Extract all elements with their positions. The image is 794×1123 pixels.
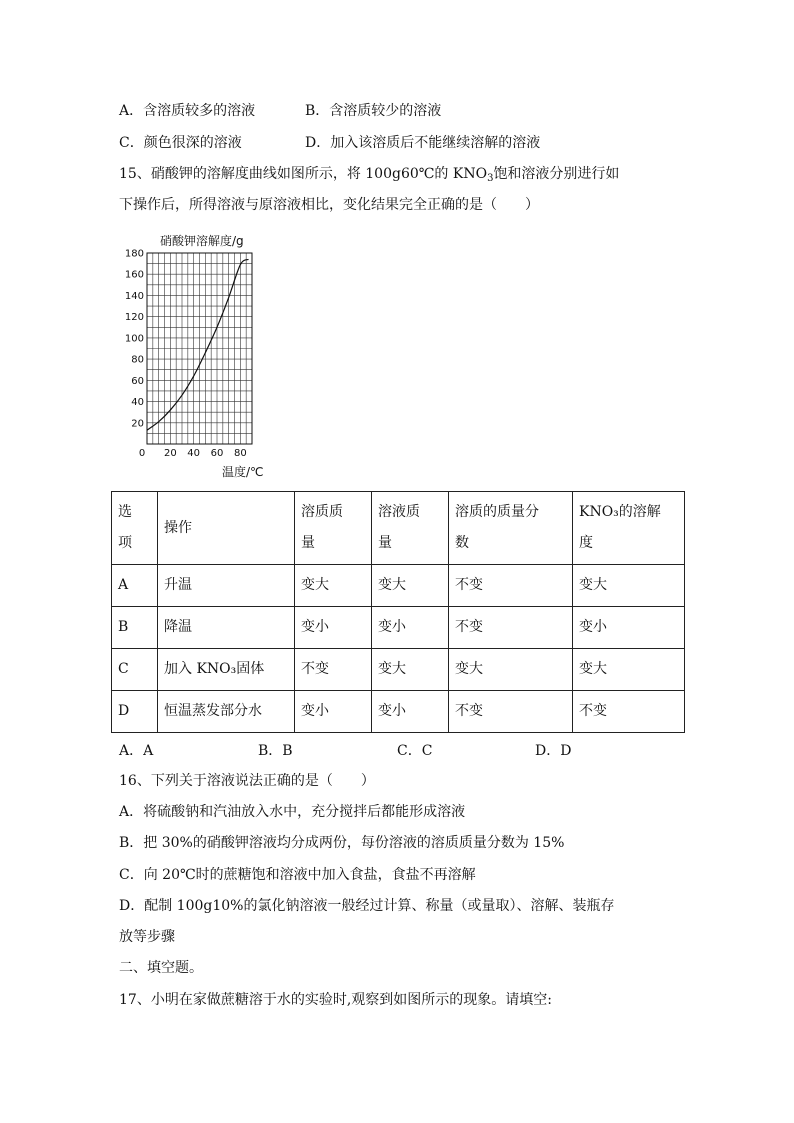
q14-option-b: B．含溶质较少的溶液 <box>305 103 442 119</box>
table-header-cell: 操作 <box>158 492 295 565</box>
q15-answer-c: C．C <box>397 743 433 759</box>
table-row <box>112 649 685 691</box>
x-tick-label: 80 <box>233 448 247 459</box>
table-cell: 降温 <box>158 607 295 649</box>
table-cell: 不变 <box>573 691 685 733</box>
table-cell: 升温 <box>158 565 295 607</box>
chart-grid <box>147 253 252 444</box>
table-header-cell: 溶质的质量分 数 <box>449 492 573 565</box>
table-cell: C <box>112 649 158 691</box>
y-tick-label: 40 <box>131 397 144 409</box>
table-cell: 变小 <box>295 691 372 733</box>
table-cell: 不变 <box>295 649 372 691</box>
table-cell: 变小 <box>295 607 372 649</box>
table-cell: 变大 <box>372 565 449 607</box>
q15-answer-d: D．D <box>535 743 572 759</box>
table-header-cell: 溶质质 量 <box>295 492 372 565</box>
table-cell: 不变 <box>449 607 573 649</box>
table-cell: 不变 <box>449 691 573 733</box>
q17-stem: 17、小明在家做蔗糖溶于水的实验时,观察到如图所示的现象。请填空: <box>119 992 552 1008</box>
x-tick-label: 40 <box>187 448 201 459</box>
q16-stem: 16、下列关于溶液说法正确的是（ ） <box>119 773 375 789</box>
x-tick-label: 60 <box>210 448 224 459</box>
y-tick-label: 120 <box>124 312 144 324</box>
y-tick-label: 140 <box>124 290 144 302</box>
table-cell: 变小 <box>573 607 685 649</box>
q14-option-d: D．加入该溶质后不能继续溶解的溶液 <box>305 135 541 151</box>
chart-xlabel: 温度/℃ <box>222 465 264 479</box>
y-tick-label: 100 <box>124 333 144 345</box>
table-cell: 变大 <box>372 649 449 691</box>
table-cell: 加入 KNO₃固体 <box>158 649 295 691</box>
table-cell: 恒温蒸发部分水 <box>158 691 295 733</box>
table-cell: 变小 <box>372 691 449 733</box>
table-cell: 变大 <box>295 565 372 607</box>
section-title: 二、填空题。 <box>119 960 203 976</box>
x-tick-label: 0 <box>138 448 146 459</box>
q16-option-b: B．把 30%的硝酸钾溶液均分成两份，每份溶液的溶质质量分数为 15% <box>119 835 565 851</box>
q16-option-c: C．向 20℃时的蔗糖饱和溶液中加入食盐，食盐不再溶解 <box>119 867 476 883</box>
y-tick-label: 60 <box>131 375 144 387</box>
table-header-cell: 溶液质 量 <box>372 492 449 565</box>
options-table <box>111 491 685 733</box>
table-cell: 不变 <box>449 565 573 607</box>
table-row <box>112 691 685 733</box>
table-header-cell: KNO₃的溶解 度 <box>573 492 685 565</box>
q15-stem-line2: 下操作后，所得溶液与原溶液相比，变化结果完全正确的是（ ） <box>119 197 539 213</box>
q15-stem-line1: 15、硝酸钾的溶解度曲线如图所示，将 100g60℃的 $KNO_3$饱和溶液分别进行如 <box>119 166 620 184</box>
q16-option-d-line2: 放等步骤 <box>119 929 175 945</box>
y-tick-label: 180 <box>124 248 144 260</box>
y-tick-label: 20 <box>131 418 144 430</box>
q14-option-a: A．含溶质较多的溶液 <box>119 103 256 119</box>
q16-option-d-line1: D．配制 100g10%的氯化钠溶液一般经过计算、称量（或量取）、溶解、装瓶存 <box>119 898 615 914</box>
table-cell: 变大 <box>573 649 685 691</box>
table-cell: 变大 <box>573 565 685 607</box>
q14-option-c: C．颜色很深的溶液 <box>119 135 242 151</box>
solubility-chart <box>118 228 268 483</box>
table-header-cell: 选 项 <box>112 492 158 565</box>
y-tick-label: 80 <box>131 354 144 366</box>
table-row <box>112 565 685 607</box>
table-cell: 变大 <box>449 649 573 691</box>
q16-option-a: A．将硫酸钠和汽油放入水中，充分搅拌后都能形成溶液 <box>119 804 466 820</box>
q15-answer-a: A．A <box>119 743 154 759</box>
x-tick-label: 20 <box>163 448 177 459</box>
table-cell: D <box>112 691 158 733</box>
table-row <box>112 607 685 649</box>
table-cell: 变小 <box>372 607 449 649</box>
chart-title: 硝酸钾溶解度/g <box>160 234 244 248</box>
table-cell: B <box>112 607 158 649</box>
table-cell: A <box>112 565 158 607</box>
q15-answer-b: B．B <box>258 743 293 759</box>
y-tick-label: 160 <box>124 269 144 281</box>
